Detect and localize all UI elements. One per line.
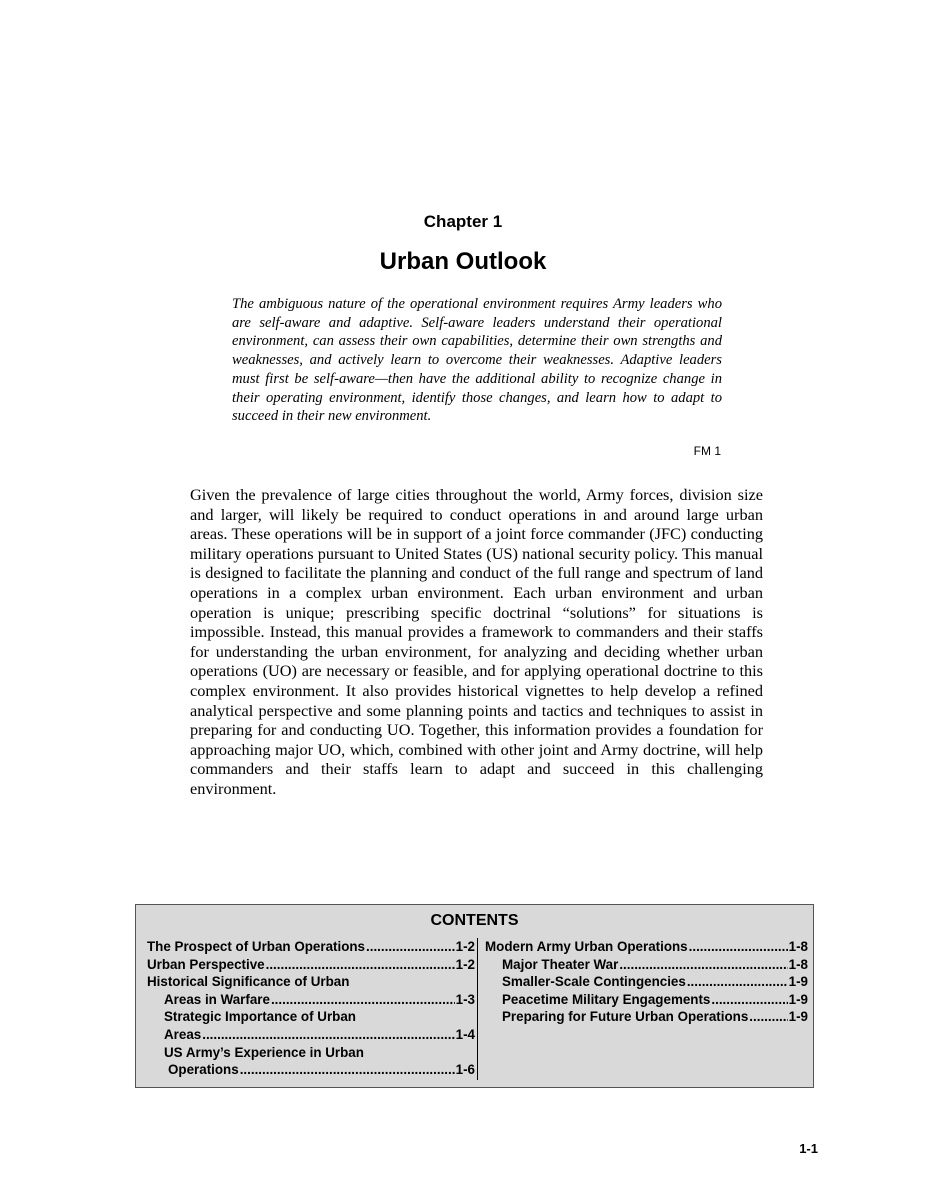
toc-entry-page: 1-8 [788,956,808,972]
toc-entry[interactable] [147,1008,477,1026]
toc-entry-title: US Army’s Experience in Urban [164,1044,364,1060]
toc-entry-title: Areas in Warfare [164,991,270,1007]
toc-entry-title: Major Theater War [502,956,619,972]
toc-entry-title: Operations [168,1062,239,1078]
toc-entry-page: 1-9 [788,974,808,990]
contents-box [135,904,814,1088]
toc-leader [711,991,787,1009]
toc-leader [749,1008,787,1026]
toc-entry[interactable] [147,973,477,991]
epigraph-source: FM 1 [693,444,721,458]
toc-leader [687,973,788,991]
toc-entry[interactable] [485,973,812,991]
toc-entry[interactable] [485,1008,812,1026]
toc-entry[interactable] [485,938,812,956]
page-number: 1-1 [799,1141,818,1156]
toc-entry-title: Areas [164,1026,202,1042]
toc-entry-page: 1-4 [455,1026,475,1042]
epigraph-quote: The ambiguous nature of the operational environment requires Army leaders who are self-aware and adaptive. Self-aware leaders understand their operational environment, can assess their own capabilities, determine their own strengths and weaknesses, and actively learn to overcome their weaknesses. Adaptive leaders must first be self-aware—then have the additional ability to recognize change in their operating environment, identify those changes, and learn how to adapt to succeed in their new environment. [232,296,722,425]
toc-entry-page: 1-6 [455,1062,475,1078]
toc-entry[interactable] [485,991,812,1009]
toc-entry[interactable] [147,1044,477,1062]
toc-entry-title: Historical Significance of Urban [147,974,350,990]
chapter-label: Chapter 1 [423,212,503,231]
toc-entry-title: Peacetime Military Engagements [502,991,711,1007]
toc-entry-page: 1-2 [455,939,475,954]
toc-leader [689,938,788,956]
toc-entry[interactable] [147,938,477,956]
toc-entry-title: Urban Perspective [147,956,265,972]
contents-heading: CONTENTS [430,912,519,929]
intro-paragraph: Given the prevalence of large cities throughout the world, Army forces, division size and larger, will likely be required to conduct operations in and around large urban areas. These operations will be in support of a joint force commander (JFC) conducting military operations pursuant to United States (US) national security policy. This manual is designed to facilitate the planning and conduct of the full range and spectrum of land operations in a complex urban environment. Each urban environment and urban operation is unique; prescribing specific doctrinal “solutions” for situations is impossible. Instead, this manual provides a framework to commanders and their staffs for understanding the urban environment, for analyzing and deciding whether urban operations (UO) are necessary or feasible, and for applying operational doctrine to this complex environment. It also provides historical vignettes to help develop a refined analytical perspective and some planning points and tactics and techniques to assist in preparing for and conducting UO. Together, this information provides a foundation for approaching major UO, which, combined with other joint and Army doctrine, will help commanders and their staffs learn to adapt and succeed in this challenging environment. [190,485,763,798]
chapter-title: Urban Outlook [379,248,547,275]
toc-entry-page: 1-3 [455,991,475,1007]
toc-leader [271,991,455,1009]
toc-entry-page: 1-8 [788,939,808,954]
contents-left-column [147,938,478,1080]
toc-leader [240,1061,455,1079]
toc-entry-page: 1-2 [455,956,475,972]
toc-entry-page: 1-9 [788,1009,808,1025]
toc-entry-title: Modern Army Urban Operations [485,939,688,954]
toc-leader [366,938,455,956]
toc-entry[interactable] [147,956,477,974]
toc-entry[interactable] [485,956,812,974]
toc-entry-title: Strategic Importance of Urban [164,1009,356,1025]
toc-entry[interactable] [147,991,477,1009]
toc-entry-title: Preparing for Future Urban Operations [502,1009,749,1025]
toc-entry-page: 1-9 [788,991,808,1007]
toc-entry[interactable] [147,1061,477,1079]
toc-leader [202,1026,454,1044]
toc-entry-title: The Prospect of Urban Operations [147,939,366,954]
toc-entry-title: Smaller-Scale Contingencies [502,974,686,990]
toc-leader [619,956,787,974]
toc-leader [266,956,455,974]
contents-right-column [485,938,812,1026]
toc-entry[interactable] [147,1026,477,1044]
